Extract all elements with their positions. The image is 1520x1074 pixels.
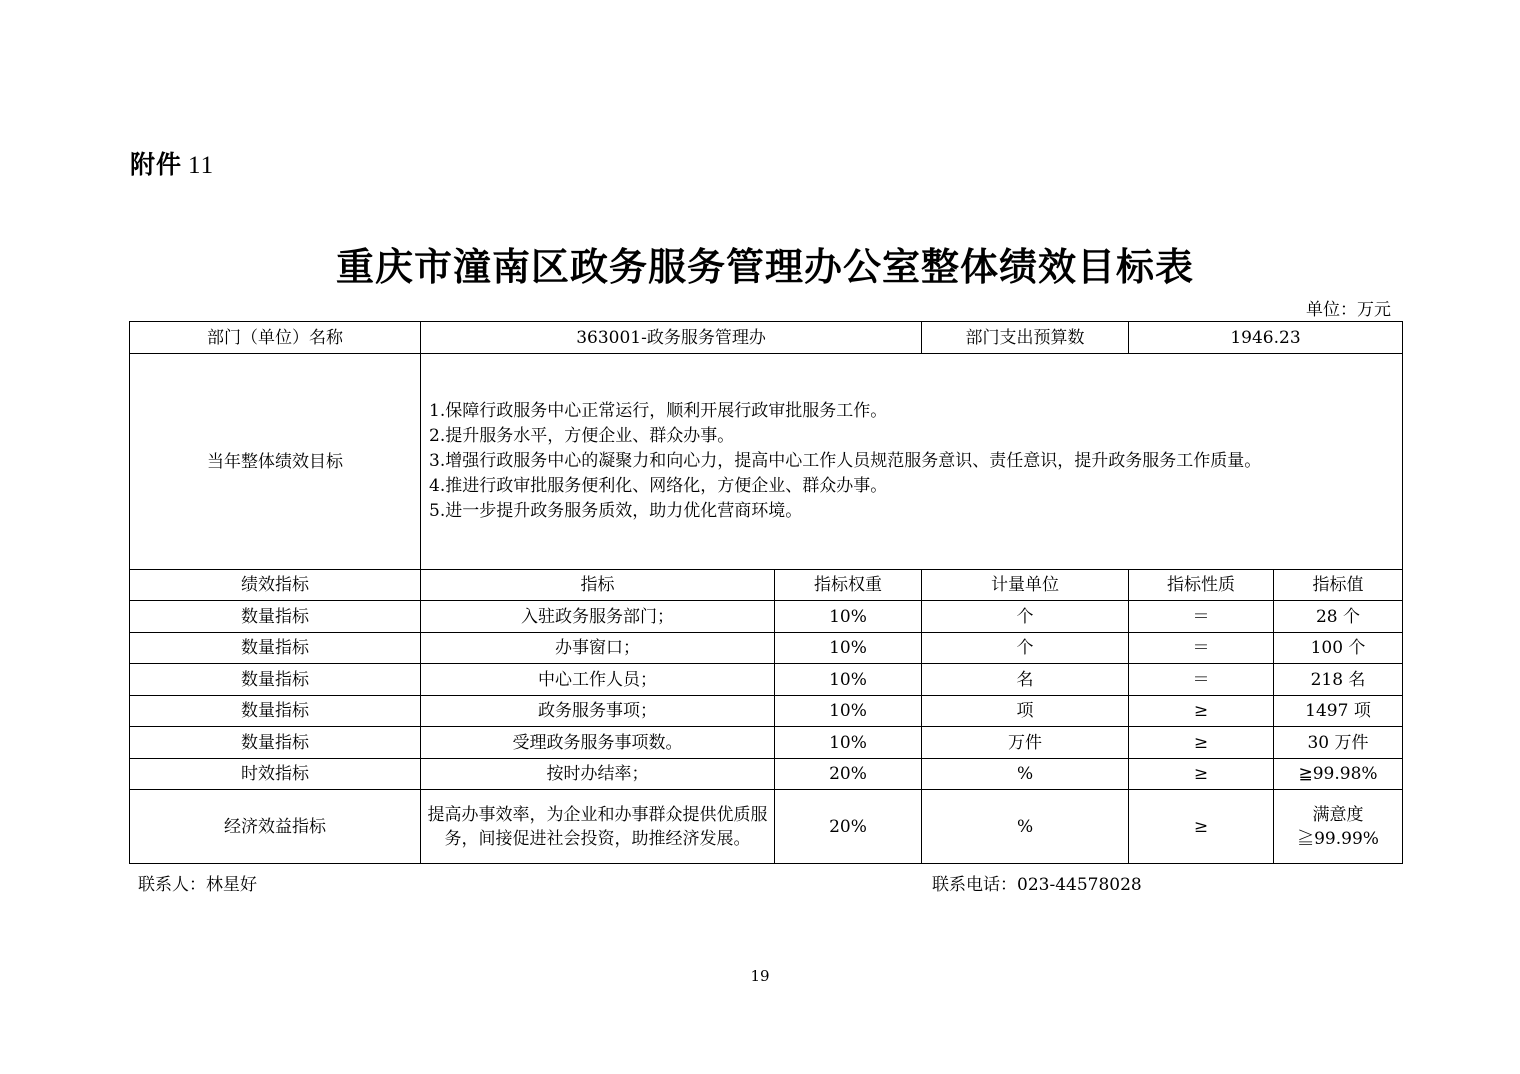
row-weight: 20% <box>775 790 922 864</box>
row-indicator: 中心工作人员； <box>421 664 775 696</box>
table-row <box>130 759 1403 790</box>
row-value: 28 个 <box>1274 601 1403 633</box>
goals-label: 当年整体绩效目标 <box>130 354 421 570</box>
column-header-row <box>130 570 1403 601</box>
row-value: ≧99.98% <box>1274 759 1403 790</box>
row-category: 数量指标 <box>130 633 421 664</box>
table-row <box>130 790 1403 864</box>
table-row <box>130 727 1403 759</box>
unit-label: 单位：万元 <box>1306 300 1391 320</box>
header-row <box>130 322 1403 354</box>
row-category: 数量指标 <box>130 696 421 727</box>
table-row <box>130 664 1403 696</box>
goal-item-1: 1.保障行政服务中心正常运行，顺利开展行政审批服务工作。 <box>429 401 888 421</box>
contact-person: 联系人：林星好 <box>138 875 257 895</box>
performance-table <box>129 321 1403 864</box>
row-weight: 10% <box>775 727 922 759</box>
row-weight: 20% <box>775 759 922 790</box>
row-nature: ＝ <box>1129 664 1274 696</box>
attachment-number: 11 <box>188 152 215 179</box>
row-nature: ≥ <box>1129 759 1274 790</box>
row-unit: % <box>922 759 1129 790</box>
row-nature: ≥ <box>1129 696 1274 727</box>
row-category: 数量指标 <box>130 727 421 759</box>
column-header-unit: 计量单位 <box>922 570 1129 601</box>
table-row <box>130 601 1403 633</box>
row-nature: ＝ <box>1129 633 1274 664</box>
goal-item-3: 3.增强行政服务中心的凝聚力和向心力，提高中心工作人员规范服务意识、责任意识，提升政务服务工作质量。 <box>429 451 1262 471</box>
attachment-text: 附件 <box>130 150 183 179</box>
table-row <box>130 633 1403 664</box>
goals-row <box>130 354 1403 570</box>
row-value: 218 名 <box>1274 664 1403 696</box>
goal-item-4: 4.推进行政审批服务便利化、网络化，方便企业、群众办事。 <box>429 476 888 496</box>
row-weight: 10% <box>775 664 922 696</box>
row-indicator: 入驻政务服务部门； <box>421 601 775 633</box>
row-category: 数量指标 <box>130 664 421 696</box>
dept-name-label: 部门（单位）名称 <box>130 322 421 354</box>
row-indicator: 政务服务事项； <box>421 696 775 727</box>
row-indicator: 受理政务服务事项数。 <box>421 727 775 759</box>
goal-item-5: 5.进一步提升政务服务质效，助力优化营商环境。 <box>429 501 803 521</box>
row-unit: 个 <box>922 601 1129 633</box>
row-value: 100 个 <box>1274 633 1403 664</box>
column-header-nature: 指标性质 <box>1129 570 1274 601</box>
row-weight: 10% <box>775 633 922 664</box>
budget-label: 部门支出预算数 <box>922 322 1129 354</box>
column-header-value: 指标值 <box>1274 570 1403 601</box>
page-number: 19 <box>750 967 770 985</box>
row-indicator-multiline <box>421 790 775 864</box>
dept-name-value: 363001-政务服务管理办 <box>421 322 922 354</box>
row-nature: ＝ <box>1129 601 1274 633</box>
budget-value: 1946.23 <box>1129 322 1403 354</box>
document-title: 重庆市潼南区政务服务管理办公室整体绩效目标表 <box>335 245 1194 289</box>
row-value: 30 万件 <box>1274 727 1403 759</box>
column-header-indicator: 指标 <box>421 570 775 601</box>
row-indicator: 提高办事效率，为企业和办事群众提供优质服务，间接促进社会投资，助推经济发展。 <box>427 804 768 849</box>
row-value: 1497 项 <box>1274 696 1403 727</box>
table-row <box>130 696 1403 727</box>
row-value: 满意度≧99.99% <box>1274 790 1403 864</box>
column-header-weight: 指标权重 <box>775 570 922 601</box>
attachment-label <box>130 145 214 181</box>
row-unit: 万件 <box>922 727 1129 759</box>
row-unit: 名 <box>922 664 1129 696</box>
row-weight: 10% <box>775 601 922 633</box>
column-header-category: 绩效指标 <box>130 570 421 601</box>
goal-item-2: 2.提升服务水平，方便企业、群众办事。 <box>429 426 735 446</box>
goals-content <box>421 354 1403 570</box>
row-category: 数量指标 <box>130 601 421 633</box>
row-indicator: 按时办结率； <box>421 759 775 790</box>
row-indicator: 办事窗口； <box>421 633 775 664</box>
row-nature: ≥ <box>1129 727 1274 759</box>
row-category: 时效指标 <box>130 759 421 790</box>
row-weight: 10% <box>775 696 922 727</box>
row-unit: % <box>922 790 1129 864</box>
row-nature: ≥ <box>1129 790 1274 864</box>
row-unit: 个 <box>922 633 1129 664</box>
contact-phone: 联系电话：023-44578028 <box>932 875 1142 895</box>
row-category: 经济效益指标 <box>130 790 421 864</box>
row-unit: 项 <box>922 696 1129 727</box>
